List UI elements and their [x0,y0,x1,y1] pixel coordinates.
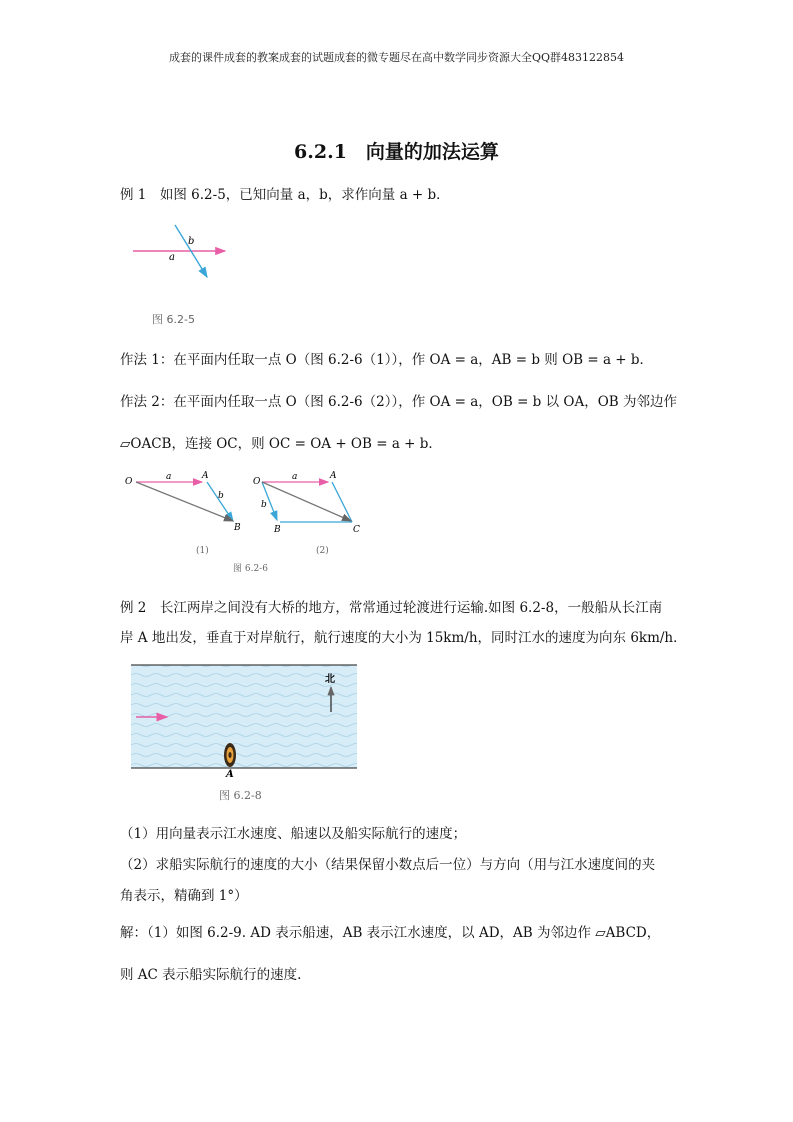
point-a: A [226,769,234,780]
label-a: a [292,472,298,482]
point-c: C [353,525,360,535]
figure-6-2-5 [125,220,235,330]
figure-6-2-6 [120,465,370,580]
point-a: A [330,471,337,481]
question-2-text-cont: 角表示，精确到 1°） [120,888,248,904]
point-a: A [202,471,209,481]
label-b: b [261,500,267,510]
segment-ac [332,482,352,522]
label-b: b [188,236,195,247]
point-b: B [274,525,281,535]
subfigure-caption: (1) [196,546,209,556]
point-o: O [125,477,133,487]
page-header: 成套的课件成套的教案成套的试题成套的微专题尽在高中数学同步资源大全QQ群483122854 [168,51,625,64]
point-b: B [234,523,241,533]
vector-ob [136,482,233,521]
solution-text: 解：（1）如图 6.2-9. AD 表示船速，AB 表示江水速度，以 AD，AB 为邻边作 ▱ABCD， [120,925,661,941]
point-o: O [253,477,261,487]
figure-6-2-8 [131,660,359,806]
method-2-text: 作法 2：在平面内任取一点 O（图 6.2-6（2）），作 OA = a，OB = b 以 OA，OB 为邻边作 [120,394,677,410]
question-2-text: （2）求船实际航行的速度的大小（结果保留小数点后一位）与方向（用与江水速度间的夹 [120,857,656,873]
example-2-text: 例 2 长江两岸之间没有大桥的地方，常常通过轮渡进行运输.如图 6.2-8，一般船从长江南 [120,600,663,616]
boat-icon [224,743,236,767]
example-1-text: 例 1 如图 6.2-5，已知向量 a，b，求作向量 a + b． [120,187,450,203]
solution-text-cont: 则 AC 表示船实际航行的速度. [120,967,302,983]
question-1-text: （1）用向量表示江水速度、船速以及船实际航行的速度； [120,826,467,842]
figure-caption: 图 6.2-8 [219,789,262,802]
label-b: b [218,491,224,501]
example-2-text-cont: 岸 A 地出发，垂直于对岸航行，航行速度的大小为 15km/h，同时江水的速度为向东 6km/h． [120,630,687,646]
section-title: 6.2.1 向量的加法运算 [294,141,499,163]
method-1-text: 作法 1：在平面内任取一点 O（图 6.2-6（1）），作 OA = a，AB = b 则 OB = a + b． [120,352,654,368]
label-a: a [169,252,175,263]
method-2-text-cont: ▱OACB，连接 OC，则 OC = OA + OB = a + b． [120,436,442,452]
label-a: a [166,472,172,482]
subfigure-caption: (2) [316,546,329,556]
north-label: 北 [325,674,335,685]
figure-caption: 图 6.2-6 [233,564,268,574]
figure-caption: 图 6.2-5 [152,313,195,326]
